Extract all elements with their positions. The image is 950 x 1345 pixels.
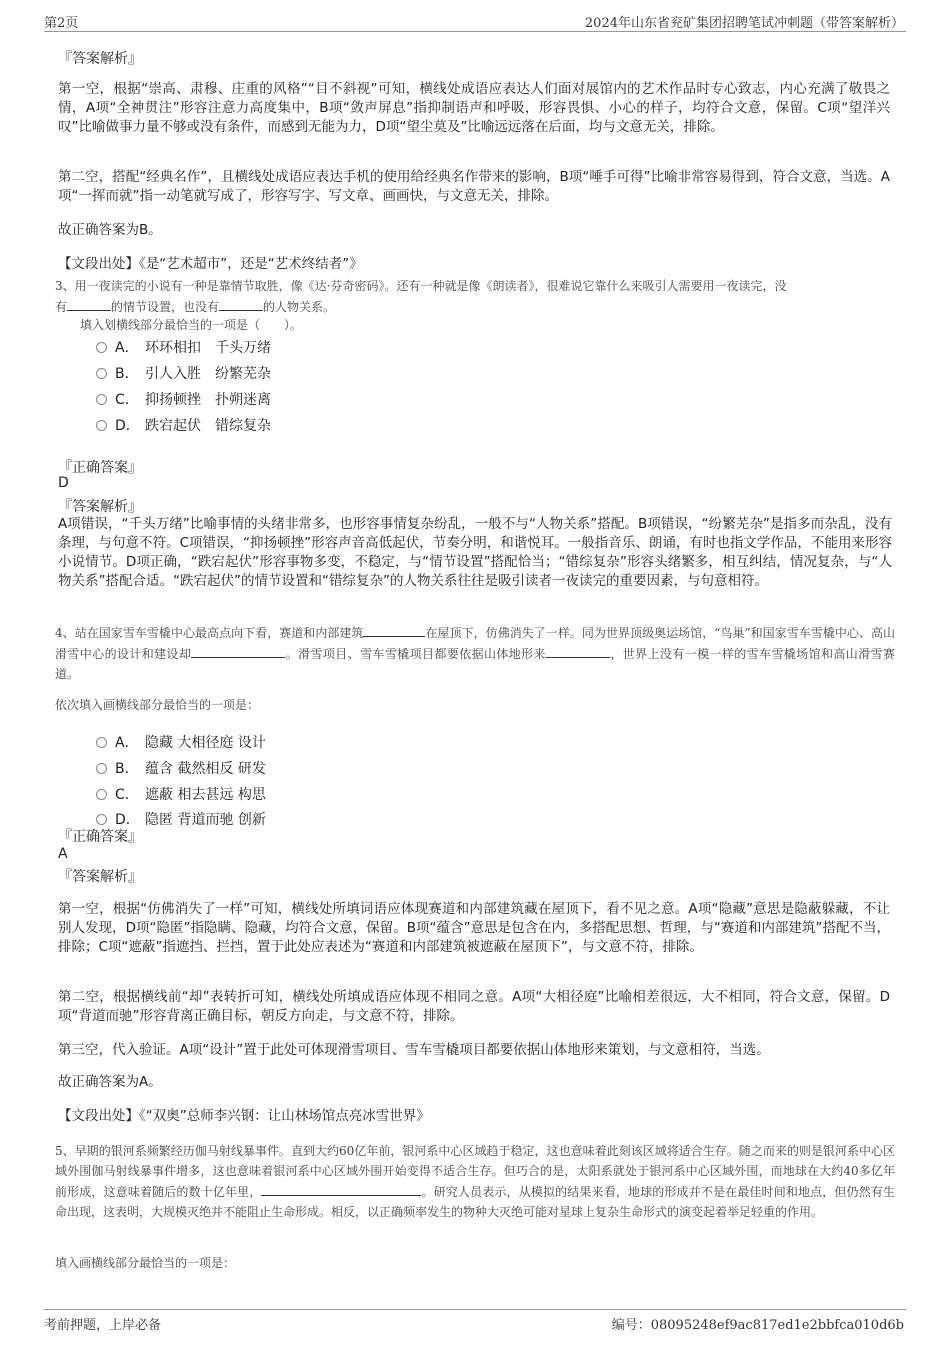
q3-option-c[interactable]: [96, 389, 271, 409]
footer-slogan: 考前押题，上岸必备: [44, 1318, 162, 1333]
blank-1: [67, 296, 111, 311]
blank-2: [219, 296, 263, 311]
option-text: 抑扬顿挫 扑朔迷离: [145, 392, 271, 408]
q4-correct-label: 『正确答案』: [58, 829, 142, 845]
q4-analysis-p2: 第二空，根据横线前“却”表转折可知，横线处所填成语应体现不相同之意。A项“大相径庭”比喻相差很远，大不相同，符合文意，保留。D项“背道而驰”形容背离正确目标，朝反方向走，与文意不符，排除。: [58, 989, 890, 1024]
radio-icon[interactable]: [96, 342, 107, 353]
q4-stem: [55, 622, 895, 684]
q4-conclusion: 故正确答案为A。: [58, 1074, 162, 1090]
option-text: 蕴含 截然相反 研发: [145, 761, 266, 777]
q4-prompt: 依次填入画横线部分最恰当的一项是：: [55, 698, 260, 712]
q4-analysis-p1: 第一空，根据“仿佛消失了一样”可知，横线处所填词语应体现赛道和内部建筑藏在屋顶下，看不见之意。A项“隐藏”意思是隐蔽躲藏，不让别人发现，D项“隐匿”指隐瞒、隐藏，均符合文意，保留。B项“蕴含”意思是包含在内，多搭配思想、哲理，与“赛道和内部建筑”搭配不当，排除；C项“遮蔽”指遮挡、拦挡，置于此处应表述为“赛道和内部建筑被遮蔽在屋顶下”，与文意不符，排除。: [58, 901, 890, 955]
source-label: 【文段出处】: [58, 1108, 139, 1124]
q2-analysis-label: 『答案解析』: [58, 51, 142, 67]
blank-1: [363, 622, 425, 637]
document-title: 2024年山东省兖矿集团招聘笔试冲刺题（带答案解析）: [584, 16, 904, 31]
q3-prompt: 填入划横线部分最恰当的一项是（ ）。: [80, 318, 303, 332]
q3-correct-label: 『正确答案』: [58, 460, 142, 476]
radio-icon[interactable]: [96, 814, 107, 825]
q3-analysis: A项错误，“千头万绪”比喻事情的头绪非常多，也形容事情复杂纷乱，一般不与“人物关系”搭配。B项错误，“纷繁芜杂”是指多而杂乱，没有条理，与句意不符。C项错误，“抑扬顿挫”形容声音高低起伏，节奏分明，和谐悦耳。一般指音乐、朗诵，有时也指文学作品，不能用来形容小说情节。D项正确，“跌宕起伏”形容事物多变，不稳定，与“情节设置”搭配恰当；“错综复杂”形容头绪繁多，相互纠结，情况复杂，与“人物关系”搭配合适。“跌宕起伏”的情节设置和“错综复杂”的人物关系往往是吸引读者一夜读完的重要因素，与句意相符。: [58, 516, 892, 589]
q5-stem-b: 。研究人员表示，从模拟的结果来看，地球的形成并不是在最佳时间和地点，但仍然有生命出现，这表明，大规模灭绝并不能阻止生命形成。相反，以正确频率发生的物种大灭绝可能对星球上复杂生命形式的演变起着举足轻重的作用。: [55, 1185, 895, 1219]
radio-icon[interactable]: [96, 763, 107, 774]
q4-option-a[interactable]: [96, 732, 266, 752]
source-title: 《“双奥”总师李兴钢：让山林场馆点亮冰雪世界》: [139, 1108, 430, 1124]
q4-analysis-p3: 第三空，代入验证。A项“设计”置于此处可体现滑雪项目、雪车雪橇项目都要依据山体地形来策划，与文意相符，当选。: [58, 1042, 770, 1058]
option-text: 隐藏 大相径庭 设计: [145, 735, 266, 751]
footer-rule: [44, 1309, 906, 1310]
option-text: 引人入胜 纷繁芜杂: [145, 366, 271, 382]
source-label: 【文段出处】: [58, 256, 139, 272]
q4-stem-a: 4、站在国家雪车雪橇中心最高点向下看，赛道和内部建筑: [55, 626, 364, 640]
blank-3: [546, 643, 610, 658]
q3-stem-c: 的情节设置，也没有: [111, 300, 220, 314]
option-key: B．: [115, 366, 139, 382]
q3-stem-a: 3、用一夜读完的小说有一种是靠情节取胜，像《达·芬奇密码》。还有一种就是像《朗读者》，很难说它靠什么来吸引人需要用一夜读完，没: [55, 279, 787, 293]
option-text: 环环相扣 千头万绪: [145, 340, 271, 356]
q5-stem: [55, 1141, 895, 1222]
option-key: D．: [115, 418, 140, 434]
blank-1: [261, 1181, 421, 1196]
option-text: 隐匿 背道而驰 创新: [145, 812, 266, 828]
option-key: C．: [115, 392, 139, 408]
radio-icon[interactable]: [96, 368, 107, 379]
option-key: B．: [115, 761, 139, 777]
radio-icon[interactable]: [96, 789, 107, 800]
blank-2: [191, 643, 285, 658]
q3-stem-d: 的人物关系。: [263, 300, 336, 314]
q4-analysis-label: 『答案解析』: [58, 869, 142, 885]
source-title: 《是“艺术超市”，还是“艺术终结者”》: [139, 256, 363, 272]
option-key: D．: [115, 812, 140, 828]
q3-option-d[interactable]: [96, 415, 271, 435]
radio-icon[interactable]: [96, 737, 107, 748]
q2-source: [58, 255, 363, 274]
radio-icon[interactable]: [96, 420, 107, 431]
q3-stem: [55, 276, 895, 317]
q4-stem-c: 。滑雪项目、雪车雪橇项目都要依据山体地形来: [285, 647, 546, 661]
q4-stem-d: ，世界上没有一模一样的雪车雪橇场馆和高山滑雪赛道。: [55, 647, 895, 681]
page-number: 第2页: [44, 16, 79, 31]
option-text: 跌宕起伏 错综复杂: [145, 418, 271, 434]
q4-answer: A: [58, 846, 68, 862]
option-key: A．: [115, 735, 139, 751]
option-key: C．: [115, 787, 139, 803]
option-key: A．: [115, 340, 139, 356]
q5-prompt: 填入画横线部分最恰当的一项是：: [55, 1256, 236, 1270]
q3-answer: D: [58, 475, 69, 491]
q2-conclusion: 故正确答案为B。: [58, 222, 162, 238]
q4-stem-b: 在屋顶下，仿佛消失了一样。同为世界顶级奥运场馆，“鸟巢”和国家雪车雪橇中心、高山滑雪中心的设计和建设却: [55, 626, 896, 661]
q4-option-b[interactable]: [96, 758, 266, 778]
header-rule: [44, 31, 906, 32]
q2-analysis-p1: 第一空，根据“崇高、肃穆、庄重的风格”“目不斜视”可知，横线处成语应表达人们面对展馆内的艺术作品时专心致志，内心充满了敬畏之情，A项“全神贯注”形容注意力高度集中，B项“敛声屏息”指抑制语声和呼吸，形容畏惧、小心的样子，均符合文意，保留。C项“望洋兴叹”比喻做事力量不够或没有条件，而感到无能为力，D项“望尘莫及”比喻远远落在后面，均与文意无关，排除。: [58, 81, 890, 135]
q3-stem-b: 有: [55, 300, 68, 314]
option-text: 遮蔽 相去甚远 构思: [145, 787, 266, 803]
q3-option-a[interactable]: [96, 337, 271, 357]
q5-stem-a: 5、早期的银河系频繁经历伽马射线暴事件。直到大约60亿年前，银河系中心区域趋于稳定，这也意味着此刻该区域将适合生存。随之而来的则是银河系中心区域外围伽马射线暴事件增多，这也意味着银河系中心区域外围开始变得不适合生存。但巧合的是，太阳系就处于银河系中心区域外围，而地球在大约40多亿年前形成，这意味着随后的数十亿年里，: [55, 1144, 895, 1199]
q2-analysis-p2: 第二空，搭配“经典名作”，且横线处成语应表达手机的使用给经典名作带来的影响，B项“唾手可得”比喻非常容易得到，符合文意，当选。A项“一挥而就”指一动笔就写成了，形容写字、写文章、画画快，与文意无关，排除。: [58, 169, 890, 204]
q3-analysis-label: 『答案解析』: [58, 499, 142, 515]
document-id: 编号：08095248ef9ac817ed1e2bbfca010d6b: [611, 1318, 904, 1333]
q4-option-c[interactable]: [96, 784, 266, 804]
q4-source: [58, 1107, 430, 1126]
radio-icon[interactable]: [96, 394, 107, 405]
q3-option-b[interactable]: [96, 363, 271, 383]
